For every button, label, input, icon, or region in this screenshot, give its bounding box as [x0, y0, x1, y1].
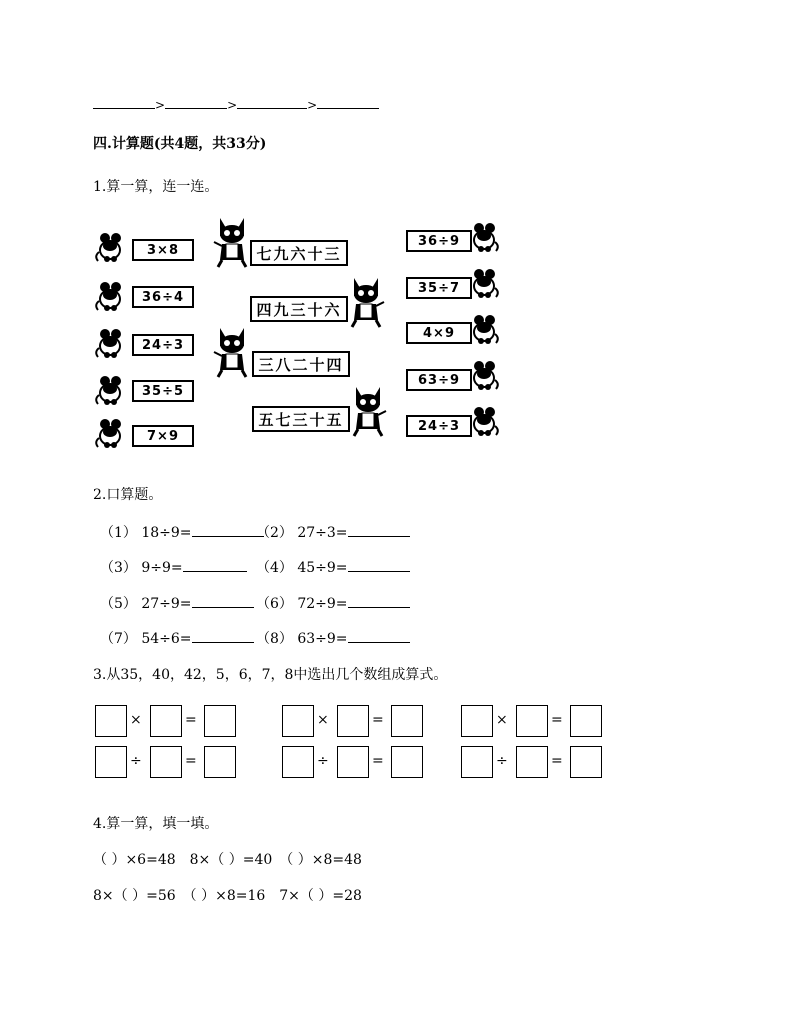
answer-square[interactable]	[282, 746, 314, 778]
q3-title: 3.从35，40，42，5，6，7，8中选出几个数组成算式。	[93, 667, 448, 683]
answer-square[interactable]	[204, 705, 236, 737]
answer-square[interactable]	[337, 746, 369, 778]
oral-item-label: （7） 54÷6=	[100, 631, 192, 647]
oral-item	[100, 522, 264, 542]
oral-item	[256, 593, 410, 613]
answer-square[interactable]	[95, 705, 127, 737]
answer-square[interactable]	[95, 746, 127, 778]
oral-item	[100, 628, 254, 648]
answer-square[interactable]	[204, 746, 236, 778]
q1-title: 1.算一算，连一连。	[93, 179, 219, 195]
mouse-icon	[94, 375, 128, 405]
blank[interactable]	[237, 94, 307, 109]
equation-box-right-4[interactable]: 63÷9	[406, 369, 472, 391]
oral-item	[100, 593, 254, 613]
equation-box-right-1[interactable]: 36÷9	[406, 230, 472, 252]
cat-icon	[212, 216, 252, 268]
greater-than: >	[155, 98, 166, 112]
greater-than: >	[307, 98, 318, 112]
multiplication-rhyme-box-3[interactable]: 三八二十四	[252, 351, 350, 377]
oral-item-label: （5） 27÷9=	[100, 596, 192, 612]
mouse-icon	[468, 222, 502, 252]
divide-sign: ÷	[130, 753, 142, 769]
answer-blank[interactable]	[192, 628, 254, 643]
blank[interactable]	[317, 94, 379, 109]
mouse-icon	[468, 360, 502, 390]
answer-blank[interactable]	[192, 522, 264, 537]
equation-box-left-1[interactable]: 3×8	[132, 239, 194, 261]
section-heading: 四.计算题(共4题，共33分)	[93, 136, 267, 152]
mouse-icon	[468, 314, 502, 344]
divide-sign: ÷	[496, 753, 508, 769]
answer-square[interactable]	[516, 705, 548, 737]
answer-square[interactable]	[461, 705, 493, 737]
oral-item	[256, 557, 410, 577]
equation-box-right-5[interactable]: 24÷3	[406, 415, 472, 437]
equation-box-left-2[interactable]: 36÷4	[132, 286, 194, 308]
oral-item	[256, 522, 410, 542]
oral-item-label: （8） 63÷9=	[256, 631, 348, 647]
oral-item-label: （1） 18÷9=	[100, 525, 192, 541]
fill-line-1[interactable]: （ ）×6=48 8×（ ）=40 （ ）×8=48	[93, 852, 362, 868]
answer-square[interactable]	[570, 705, 602, 737]
mouse-icon	[94, 328, 128, 358]
multiplication-rhyme-box-2[interactable]: 四九三十六	[250, 296, 348, 322]
equation-box-left-5[interactable]: 7×9	[132, 425, 194, 447]
mouse-icon	[94, 232, 128, 262]
oral-item-label: （4） 45÷9=	[256, 560, 348, 576]
equals-sign: =	[372, 753, 384, 769]
q4-title: 4.算一算，填一填。	[93, 816, 219, 832]
oral-item	[100, 557, 247, 577]
multiplication-rhyme-box-1[interactable]: 七九六十三	[250, 240, 348, 266]
cat-icon	[346, 276, 386, 328]
equals-sign: =	[551, 712, 563, 728]
oral-item-label: （3） 9÷9=	[100, 560, 183, 576]
oral-item-label: （2） 27÷3=	[256, 525, 348, 541]
equation-box-left-4[interactable]: 35÷5	[132, 380, 194, 402]
times-sign: ×	[130, 712, 142, 728]
answer-square[interactable]	[150, 705, 182, 737]
blank[interactable]	[165, 94, 227, 109]
fill-line-2[interactable]: 8×（ ）=56 （ ）×8=16 7×（ ）=28	[93, 888, 362, 904]
mouse-icon	[94, 281, 128, 311]
answer-square[interactable]	[282, 705, 314, 737]
cat-icon	[348, 385, 388, 437]
ordering-blanks	[93, 94, 379, 114]
answer-blank[interactable]	[192, 593, 254, 608]
answer-blank[interactable]	[348, 522, 410, 537]
equation-box-right-3[interactable]: 4×9	[406, 322, 472, 344]
times-sign: ×	[496, 712, 508, 728]
answer-square[interactable]	[391, 705, 423, 737]
equals-sign: =	[185, 712, 197, 728]
oral-item-label: （6） 72÷9=	[256, 596, 348, 612]
times-sign: ×	[317, 712, 329, 728]
answer-square[interactable]	[461, 746, 493, 778]
answer-blank[interactable]	[348, 593, 410, 608]
blank[interactable]	[93, 94, 155, 109]
oral-item	[256, 628, 410, 648]
answer-blank[interactable]	[348, 557, 410, 572]
cat-icon	[212, 326, 252, 378]
answer-square[interactable]	[570, 746, 602, 778]
multiplication-rhyme-box-4[interactable]: 五七三十五	[252, 406, 350, 432]
equals-sign: =	[372, 712, 384, 728]
answer-blank[interactable]	[183, 557, 247, 572]
q2-title: 2.口算题。	[93, 487, 163, 503]
answer-square[interactable]	[337, 705, 369, 737]
mouse-icon	[468, 268, 502, 298]
divide-sign: ÷	[317, 753, 329, 769]
equals-sign: =	[551, 753, 563, 769]
equation-box-right-2[interactable]: 35÷7	[406, 277, 472, 299]
mouse-icon	[468, 406, 502, 436]
answer-blank[interactable]	[348, 628, 410, 643]
equation-box-left-3[interactable]: 24÷3	[132, 334, 194, 356]
answer-square[interactable]	[516, 746, 548, 778]
answer-square[interactable]	[150, 746, 182, 778]
equals-sign: =	[185, 753, 197, 769]
mouse-icon	[94, 418, 128, 448]
greater-than: >	[227, 98, 238, 112]
answer-square[interactable]	[391, 746, 423, 778]
